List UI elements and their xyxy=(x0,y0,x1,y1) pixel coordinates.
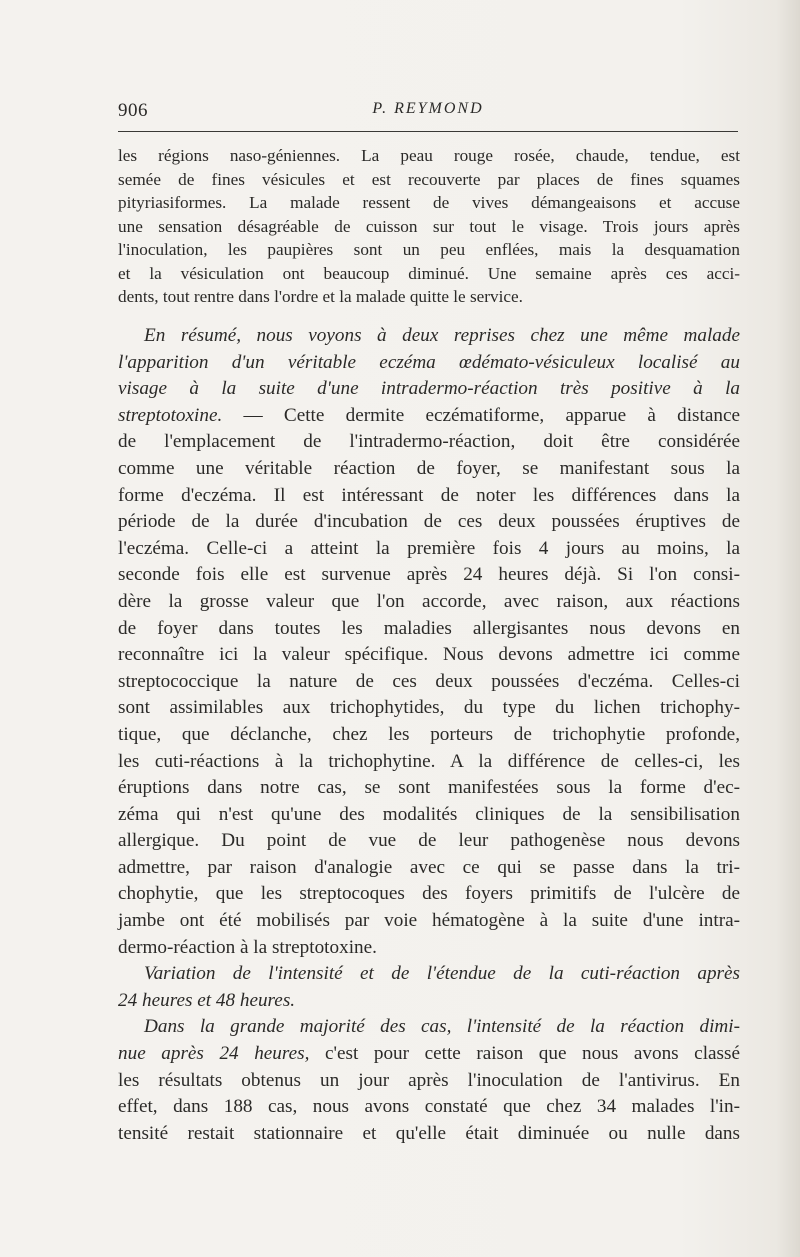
text-line: dermo-réaction à la streptotoxine. xyxy=(118,936,377,958)
text-line: dère la grosse valeur que l'on accorde, avec raison, aux réactions xyxy=(118,590,740,612)
text-line: sont assimilables aux trichophytides, du type du lichen trichophy- xyxy=(118,697,740,719)
text-line xyxy=(118,403,740,430)
text-line xyxy=(118,350,740,377)
text-line: une sensation désagréable de cuisson sur tout le visage. Trois jours après xyxy=(118,216,740,236)
text-line: admettre, par raison d'analogie avec ce qui se passe dans la tri- xyxy=(118,856,740,878)
text-line: zéma qui n'est qu'une des modalités cliniques de la sensibilisation xyxy=(118,803,740,825)
text-line: pityriasiformes. La malade ressent de vives démangeaisons et accuse xyxy=(118,193,740,212)
italic-text: En résumé, nous voyons à deux reprises chez une même malade xyxy=(144,325,740,346)
running-head: P. REYMOND xyxy=(372,100,484,117)
text-line: de l'emplacement de l'intradermo-réaction, doit être considérée xyxy=(118,431,740,453)
text-line: effet, dans 188 cas, nous avons constaté que chez 34 malades l'in- xyxy=(118,1096,740,1118)
section-heading-line xyxy=(118,961,740,988)
text-line: comme une véritable réaction de foyer, se manifestant sous la xyxy=(118,457,740,479)
paragraph-case-description xyxy=(118,144,740,309)
text-line xyxy=(118,1014,740,1041)
text-line: les cuti-réactions à la trichophytine. A la différence de celles-ci, les xyxy=(118,750,740,772)
text-line: période de la durée d'incubation de ces deux poussées éruptives de xyxy=(118,511,740,533)
text-fragment: — Cette dermite eczématiforme, apparue à distance xyxy=(222,404,740,426)
page-header xyxy=(118,96,738,126)
text-line: tensité restait stationnaire et qu'elle était diminuée ou nulle dans xyxy=(118,1122,740,1144)
italic-text: Dans la grande majorité des cas, l'intensité de la réaction dimi- xyxy=(144,1016,740,1038)
text-line: chophytie, que les streptocoques des foyers primitifs de l'ulcère de xyxy=(118,883,740,905)
text-line: les résultats obtenus un jour après l'inoculation de l'antivirus. En xyxy=(118,1069,740,1091)
text-line: l'inoculation, les paupières sont un peu enflées, mais la desquamation xyxy=(118,240,740,259)
text-line xyxy=(118,1041,740,1068)
text-line: tique, que déclanche, chez les porteurs de trichophytie profonde, xyxy=(118,723,740,745)
text-line: seconde fois elle est survenue après 24 heures déjà. Si l'on consi- xyxy=(118,564,740,586)
italic-text: nue après 24 heures, xyxy=(118,1043,310,1065)
text-line: semée de fines vésicules et est recouverte par places de fines squames xyxy=(118,169,740,189)
italic-text: visage à la suite d'une intradermo-réaction très positive à la xyxy=(118,378,740,400)
italic-text: Variation de l'intensité et de l'étendue de la cuti-réaction après xyxy=(144,963,740,985)
text-line xyxy=(118,323,740,350)
text-line: streptococcique la nature de ces deux poussées d'eczéma. Celles-ci xyxy=(118,670,740,692)
text-fragment: c'est pour cette raison que nous avons classé xyxy=(309,1043,740,1065)
section-heading-line xyxy=(118,988,740,1015)
text-line: dents, tout rentre dans l'ordre et la malade quitte le service. xyxy=(118,287,523,306)
italic-text: l'apparition d'un véritable eczéma œdémato-vésiculeux localisé au xyxy=(118,351,740,373)
header-rule xyxy=(118,131,738,132)
text-line xyxy=(118,376,740,403)
text-line: allergique. Du point de vue de leur pathogenèse nous devons xyxy=(118,830,740,852)
text-line: forme d'eczéma. Il est intéressant de noter les différences dans la xyxy=(118,484,740,506)
paragraph-summary xyxy=(118,323,740,1147)
text-line: de foyer dans toutes les maladies allergisantes nous devons en xyxy=(118,617,740,639)
text-line: reconnaître ici la valeur spécifique. Nous devons admettre ici comme xyxy=(118,644,740,666)
page-number: 906 xyxy=(118,100,148,121)
text-line: et la vésiculation ont beaucoup diminué. Une semaine après ces acci- xyxy=(118,263,740,283)
text-line: éruptions dans notre cas, se sont manifestées sous la forme d'ec- xyxy=(118,777,740,799)
text-line: l'eczéma. Celle-ci a atteint la première fois 4 jours au moins, la xyxy=(118,537,740,559)
italic-text: 24 heures et 48 heures. xyxy=(118,989,296,1011)
text-line: les régions naso-géniennes. La peau rouge rosée, chaude, tendue, est xyxy=(118,146,740,165)
text-line: jambe ont été mobilisés par voie hématogène à la suite d'une intra- xyxy=(118,910,740,932)
italic-text: streptotoxine. xyxy=(118,404,223,426)
